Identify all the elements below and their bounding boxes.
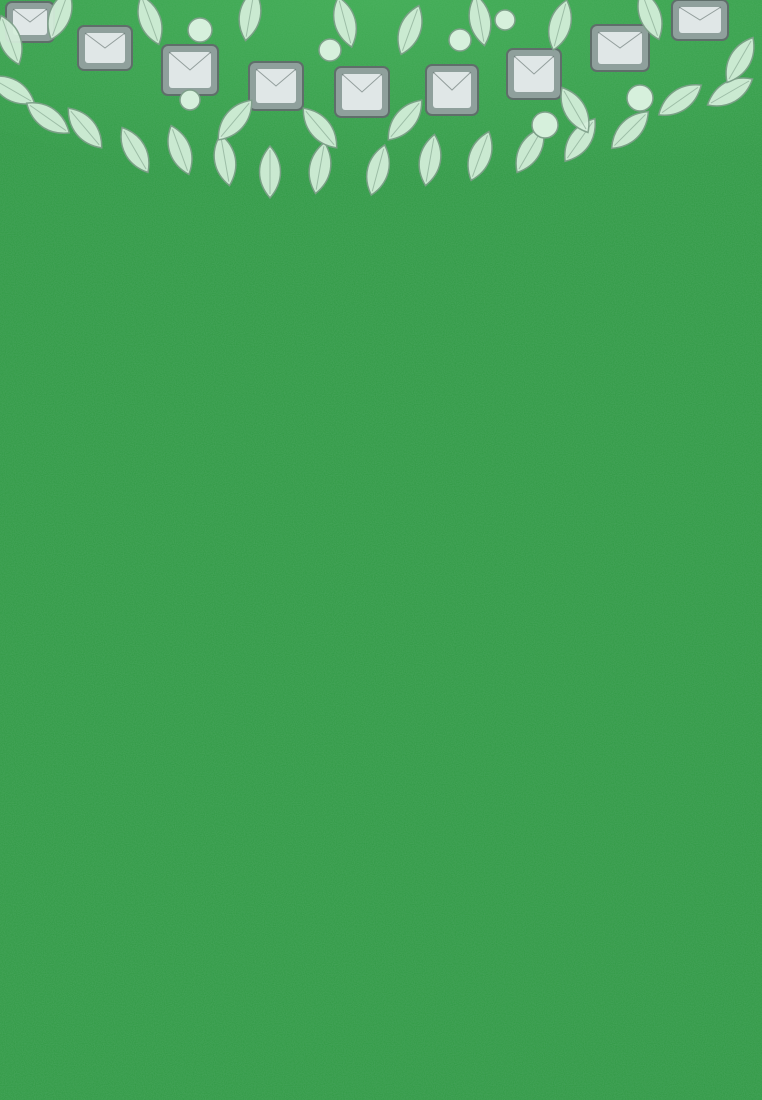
teardrop-bead: [210, 133, 240, 188]
teardrop-bead: [461, 128, 499, 184]
teardrop-bead: [210, 93, 260, 146]
round-sequin: [319, 39, 341, 61]
teardrop-bead: [361, 142, 395, 198]
teardrop-bead: [235, 0, 265, 42]
square-crystal: [249, 62, 303, 110]
square-crystal: [672, 0, 728, 40]
square-crystal: [507, 49, 561, 99]
teardrop-bead: [161, 122, 199, 178]
round-sequin: [449, 29, 471, 51]
teardrop-bead: [260, 146, 281, 198]
square-crystal: [162, 45, 218, 95]
square-crystal: [591, 25, 649, 71]
square-crystal: [335, 67, 389, 117]
round-sequin: [180, 90, 200, 110]
teardrop-bead: [305, 141, 335, 196]
square-crystal: [426, 65, 478, 115]
crystal-neckline: [0, 0, 762, 210]
round-sequin: [188, 18, 212, 42]
teardrop-bead: [604, 104, 656, 156]
round-sequin: [532, 112, 558, 138]
teardrop-bead: [415, 133, 445, 188]
teardrop-bead: [653, 76, 708, 123]
teardrop-bead: [131, 0, 169, 48]
round-sequin: [627, 85, 653, 111]
teardrop-bead: [113, 122, 157, 178]
teardrop-bead: [543, 0, 577, 53]
square-crystal: [78, 26, 132, 70]
round-sequin: [495, 10, 515, 30]
teardrop-bead: [391, 2, 429, 58]
